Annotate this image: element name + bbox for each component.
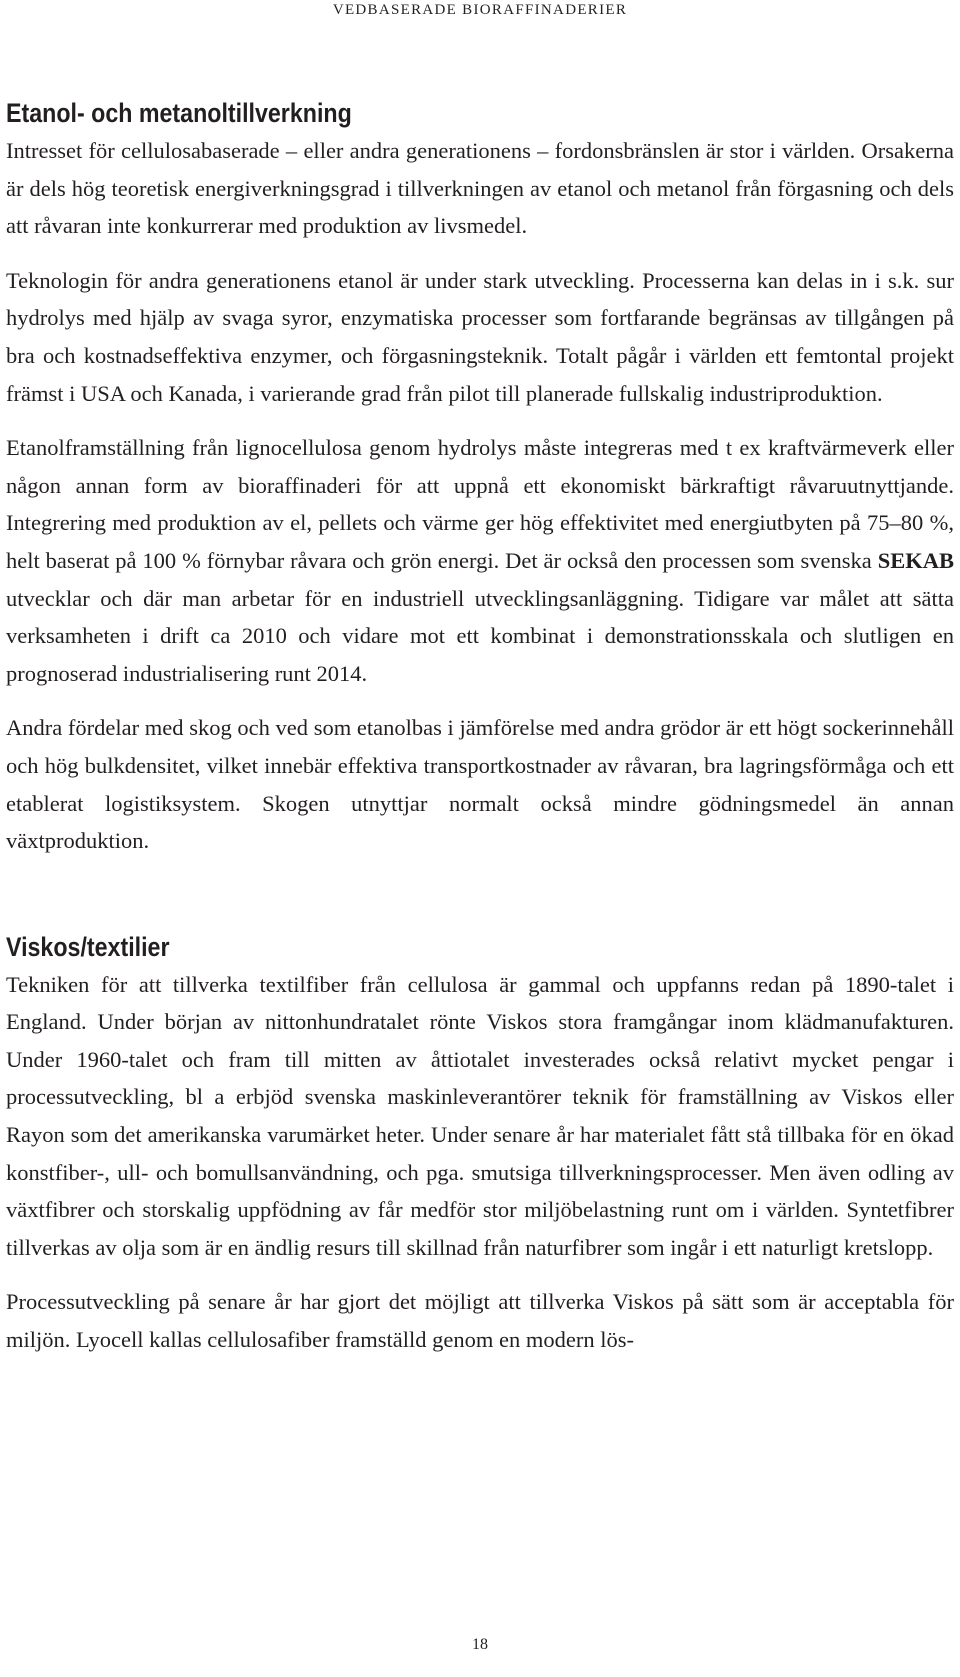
section-heading-viskos: Viskos/textilier [6,931,170,962]
paragraph-text: Etanolframställning från lignocellulosa genom hydrolys måste integreras med t ex kraftvärmeverk eller någon annan form av bioraffinaderi för att uppnå ett ekonomiskt bärkraftigt råvaruutnyttjande. Integrering med produktion av el, pellets och värme ger hög effektivitet med energiutbyten på 75–80 %, helt baserat på 100 % förnybar råvara och grön energi. Det är också den processen som svenska [6,435,954,573]
body-paragraph: Andra fördelar med skog och ved som etanolbas i jämförelse med andra grödor är ett högt sockerinnehåll och hög bulkdensitet, vilket innebär effektiva transportkostnader av råvaran, bra lagringsförmåga och ett etablerat logistiksystem. Skogen utnyttjar normalt också mindre gödningsmedel än annan växtproduktion. [6,715,954,854]
body-paragraph: Intresset för cellulosabaserade – eller andra generationens – fordonsbränslen är stor i världen. Orsakerna är dels hög teoretisk energiverkningsgrad i tillverkningen av etanol och metanol från förgasning och dels att råvaran inte konkurrerar med produktion av livsmedel. [6,138,954,239]
running-head: VEDBASERADE BIORAFFINADERIER [332,2,628,18]
body-paragraph: Tekniken för att tillverka textilfiber från cellulosa är gammal och uppfanns redan på 1890-talet i England. Under början av nittonhundratalet rönte Viskos stora framgångar inom klädmanufakturen. Under 1960-talet och fram till mitten av åttiotalet investerades också relativt mycket pengar i processutveckling, bl a erbjöd svenska maskinleverantörer teknik för framställning av Viskos eller Rayon som det amerikanska varumärket heter. Under senare år har materialet fått stå tillbaka för en ökad konstfiber-, ull- och bomullsanvändning, och pga. smutsiga tillverkningsprocesser. Men även odling av växtfibrer och storskalig uppfödning av får medför stor miljöbelastning runt om i världen. Syntetfibrer tillverkas av olja som är en ändlig resurs till skillnad från naturfibrer som ingår i ett naturligt kretslopp. [6,971,954,1260]
body-paragraph [6,429,954,692]
body-paragraph: Processutveckling på senare år har gjort det möjligt att tillverka Viskos på sätt som är acceptabla för miljön. Lyocell kallas cellulosafiber framställd genom en modern lös- [6,1289,954,1353]
section-heading-etanol: Etanol- och metanoltillverkning [6,98,352,128]
company-name-emphasis: SEKAB [877,547,954,573]
page-number: 18 [472,1636,488,1653]
page-body [6,96,954,1376]
paragraph-text: utvecklar och där man arbetar för en industriell utvecklingsanläggning. Tidigare var målet att sätta verksamheten i drift ca 2010 och vidare mot ett kombinat i demonstrationsskala och slutligen en prognoserad industrialisering runt 2014. [6,585,954,686]
body-paragraph: Teknologin för andra generationens etanol är under stark utveckling. Processerna kan delas in i s.k. sur hydrolys med hjälp av svaga syror, enzymatiska processer som fortfarande begränsas av tillgången på bra och kostnadseffektiva enzymer, och förgasningsteknik. Totalt pågår i världen ett femtontal projekt främst i USA och Kanada, i varierande grad från pilot till planerade fullskalig industriproduktion. [6,267,954,406]
